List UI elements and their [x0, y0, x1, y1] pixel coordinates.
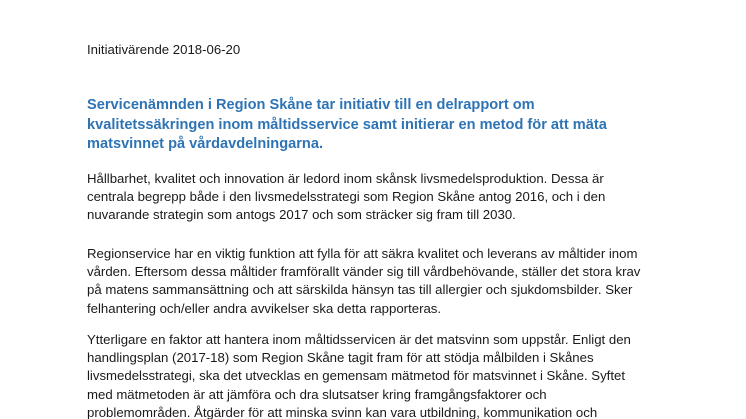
document-date: Initiativärende 2018-06-20: [87, 42, 241, 57]
heading-line: matsvinnet på vårdavdelningarna.: [87, 136, 324, 152]
heading-line: Servicenämnden i Region Skåne tar initiativ till en delrapport om: [87, 97, 535, 113]
document-heading: [87, 96, 687, 155]
paragraph-line: vården. Eftersom dessa måltider framförallt vänder sig till vårdbehövande, ställer det stora krav: [87, 264, 641, 280]
paragraph-regionservice: [87, 245, 727, 318]
paragraph-line: problemområden. Åtgärder för att minska svinn kan vara utbildning, kommunikation och: [87, 404, 598, 419]
paragraph-line: centrala begrepp både i den livsmedelsstrategi som Region Skåne antog 2016, och i den: [87, 189, 606, 205]
heading-line: kvalitetssäkringen inom måltidsservice samt initierar en metod för att mäta: [87, 116, 607, 133]
paragraph-line: livsmedelsstrategi, ska det utvecklas en gemensam mätmetod för matsvinnet i Skåne. Syftet: [87, 368, 625, 384]
paragraph-line: Regionservice har en viktig funktion att fylla för att säkra kvalitet och leverans av måltider inom: [87, 246, 638, 261]
paragraph-line: handlingsplan (2017-18) som Region Skåne tagit fram för att stödja målbilden i Skånes: [87, 350, 594, 366]
paragraph-line: felhantering och/eller andra avvikelser ska detta rapporteras.: [87, 300, 442, 316]
paragraph-line: nuvarande strategin som antogs 2017 och som sträcker sig fram till 2030.: [87, 207, 516, 223]
paragraph-line: på matens sammansättning och att särskilda hänsyn tas till allergier och sjukdomsbilder. Sker: [87, 282, 633, 298]
paragraph-sustainability: [87, 170, 727, 225]
paragraph-line: Hållbarhet, kvalitet och innovation är ledord inom skånsk livsmedelsproduktion. Dessa är: [87, 171, 604, 186]
paragraph-line: med mätmetoden är att jämföra och dra slutsatser kring framgångsfaktorer och: [87, 386, 547, 402]
paragraph-line: Ytterligare en faktor att hantera inom måltidsservicen är det matsvinn som uppstår. Enligt den: [87, 332, 631, 347]
paragraph-food-waste: [87, 331, 727, 419]
